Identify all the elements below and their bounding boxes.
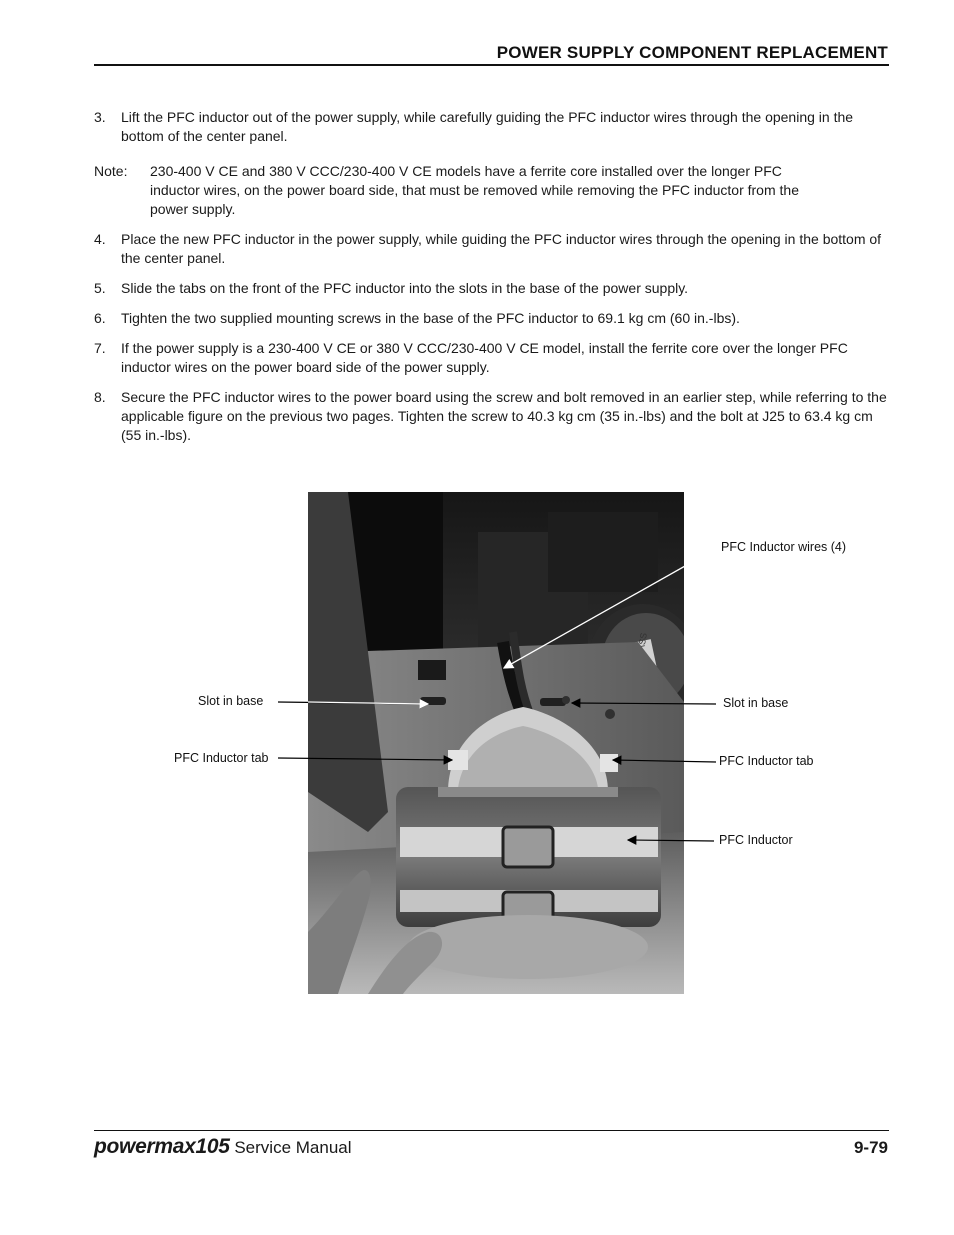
note — [94, 162, 889, 219]
footer-divider — [94, 1130, 889, 1131]
pfc-inductor-photo — [308, 492, 684, 994]
brand-logo: powermax105 — [94, 1135, 230, 1158]
pfc-inductor-core — [396, 787, 661, 928]
step-number: 6. — [94, 310, 106, 326]
step-text: If the power supply is a 230-400 V CE or 380 V CCC/230-400 V CE model, install the ferrite core over the longer PFC inductor wires on the power board side of the power supply. — [121, 340, 848, 375]
section-title: POWER SUPPLY COMPONENT REPLACEMENT — [496, 43, 888, 62]
step-3 — [94, 108, 889, 146]
label-inductor: PFC Inductor — [719, 833, 793, 847]
step-7 — [94, 339, 889, 377]
step-number: 3. — [94, 109, 106, 125]
label-slot-left: Slot in base — [198, 694, 264, 708]
step-number: 7. — [94, 340, 106, 356]
step-8 — [94, 388, 889, 445]
step-5 — [94, 279, 889, 298]
footer-manual-title — [94, 1135, 352, 1159]
step-text: Slide the tabs on the front of the PFC inductor into the slots in the base of the power supply. — [121, 280, 689, 296]
label-tab-right: PFC Inductor tab — [719, 754, 814, 768]
header-divider — [94, 64, 889, 66]
note-text: 230-400 V CE and 380 V CCC/230-400 V CE models have a ferrite core installed over the longer PFC inductor wires, on the power board side, that must be removed while removing the PFC inductor from the power supply. — [150, 163, 799, 217]
procedure-steps — [94, 108, 889, 456]
step-number: 4. — [94, 231, 106, 247]
page-number: 9-79 — [853, 1138, 888, 1157]
step-number: 8. — [94, 389, 106, 405]
note-label: Note: — [94, 163, 128, 179]
label-tab-left: PFC Inductor tab — [174, 751, 269, 765]
step-number: 5. — [94, 280, 106, 296]
step-4 — [94, 230, 889, 268]
step-text: Lift the PFC inductor out of the power supply, while carefully guiding the PFC inductor wires through the opening in the bottom of the center panel. — [121, 109, 854, 144]
label-inductor-wires: PFC Inductor wires (4) — [721, 540, 847, 554]
step-text: Tighten the two supplied mounting screws in the base of the PFC inductor to 69.1 kg cm (60 in.-lbs). — [121, 310, 740, 326]
step-text: Secure the PFC inductor wires to the power board using the screw and bolt removed in an earlier step, while referring to the applicable figure on the previous two pages. Tighten the screw to 40.3 kg cm (35 in.-lbs) and the bolt at J25 to 63.4 kg cm (55 in.-lbs). — [121, 389, 887, 443]
manual-name: Service Manual — [229, 1138, 352, 1157]
label-slot-right: Slot in base — [723, 696, 789, 710]
step-text: Place the new PFC inductor in the power supply, while guiding the PFC inductor wires through the opening in the bottom of the center panel. — [121, 231, 882, 266]
step-6 — [94, 309, 889, 328]
